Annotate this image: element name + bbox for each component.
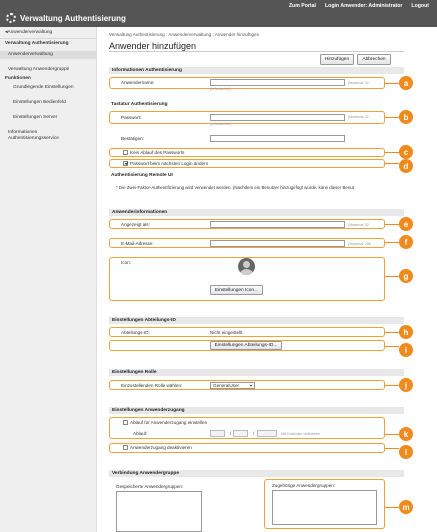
- logout-link[interactable]: Logout: [411, 3, 429, 9]
- section-auth-info: Informationen Authentisierung: [109, 67, 404, 74]
- callout-k: k: [399, 427, 413, 441]
- icon-settings-button[interactable]: Einstellungen Icon...: [210, 285, 263, 295]
- no-expiry-checkbox[interactable]: [123, 150, 128, 155]
- password-required: (erforderlich): [210, 122, 232, 126]
- department-id-label: Abteilungs-ID:: [121, 330, 150, 335]
- callout-i: i: [399, 343, 413, 357]
- divider: [0, 38, 97, 39]
- callout-f: f: [399, 235, 413, 249]
- icon-label: Icon:: [121, 260, 131, 265]
- top-bar: [0, 0, 437, 27]
- assigned-groups-label: Zugehörige Anwendergruppen:: [272, 483, 336, 488]
- cancel-button[interactable]: Abbrechen: [357, 54, 391, 65]
- change-password-checkbox[interactable]: [123, 161, 128, 166]
- email-label: E-Mail-Adresse:: [121, 241, 154, 246]
- callout-leader: [385, 117, 399, 118]
- section-user-info: Anwenderinformationen: [109, 209, 404, 216]
- expiry-year-input[interactable]: [210, 430, 225, 437]
- page-title: Anwender hinzufügen: [109, 41, 197, 51]
- callout-b: b: [399, 110, 413, 124]
- section-user-access: Einstellungen Anwenderzugang: [109, 407, 404, 414]
- username-required: (erforderlich): [210, 87, 232, 91]
- sidebar-heading: Verwaltung Authentisierung: [5, 41, 69, 46]
- assigned-groups-list[interactable]: [272, 490, 377, 525]
- saved-groups-list[interactable]: [116, 491, 202, 532]
- sidebar-item-panel-settings[interactable]: Einstellungen Bedienfeld: [13, 100, 66, 105]
- date-separator: /: [230, 431, 232, 436]
- section-department-id: Einstellungen Abteilungs-ID: [109, 317, 404, 324]
- username-label: Anwendername:: [121, 80, 155, 85]
- display-name-hint: (Maximal 32: [348, 223, 369, 227]
- callout-leader: [385, 332, 399, 333]
- password-hint: (Maximal 32: [348, 115, 369, 119]
- sidebar-back-link[interactable]: ◂Anwenderverwaltung: [5, 30, 53, 35]
- remote-ui-heading: Authentisierung Remote UI: [111, 173, 173, 178]
- two-factor-note: * Die Zwei-Faktor-Authentifizierung wird verwendet werden. (Nachdem ein Benutzer hinzugefügt wurde, kann dieser Benut: [116, 185, 354, 190]
- callout-e: e: [399, 217, 413, 231]
- role-select-value: GeneralUser: [213, 383, 240, 388]
- username-input[interactable]: [210, 79, 345, 86]
- password-label: Passwort:: [121, 115, 142, 120]
- app-title-text: Verwaltung Authentisierung: [20, 13, 126, 23]
- highlight-h: [109, 327, 385, 337]
- date-separator: /: [253, 431, 255, 436]
- breadcrumb: Verwaltung Authentisierung : Anwenderverwaltung : Anwender hinzufügen: [109, 32, 260, 37]
- gear-icon: [6, 13, 16, 23]
- sidebar-item-group-management[interactable]: Verwaltung Anwendergruppe: [8, 67, 70, 72]
- sidebar-item-server-settings[interactable]: Einstellungen Server: [13, 115, 58, 120]
- display-name-label: Angezeigt als:: [121, 222, 150, 227]
- display-name-input[interactable]: [210, 221, 345, 228]
- avatar-icon: [238, 258, 255, 275]
- callout-leader: [385, 385, 399, 386]
- access-expiry-checkbox[interactable]: [123, 420, 128, 425]
- sidebar: [0, 27, 97, 532]
- password-input[interactable]: [210, 114, 345, 121]
- calendar-link[interactable]: Mit Kalender definieren: [281, 432, 321, 436]
- expiry-day-input[interactable]: [257, 430, 277, 437]
- role-label: Einzustellenden Rolle wählen:: [121, 383, 183, 388]
- sidebar-features-heading: Funktionen: [5, 76, 31, 81]
- callout-a: a: [399, 76, 413, 90]
- add-button[interactable]: Hinzufügen: [320, 54, 354, 65]
- callout-leader: [385, 507, 399, 508]
- sidebar-item-user-management[interactable]: Anwenderverwaltung: [0, 51, 97, 59]
- callout-j: j: [399, 378, 413, 392]
- callout-leader: [385, 448, 399, 449]
- change-password-label: Passwort beim nächsten Login ändern: [130, 161, 209, 166]
- section-user-group: Verbindung Anwendergruppe: [109, 470, 404, 477]
- callout-leader: [385, 83, 399, 84]
- expiry-label: Ablauf:: [133, 431, 148, 436]
- email-input[interactable]: [210, 240, 345, 247]
- saved-groups-label: Gespeicherte Anwendergruppen:: [116, 484, 184, 489]
- sidebar-item-basic-settings[interactable]: Grundlegende Einstellungen: [13, 85, 74, 90]
- role-select[interactable]: [210, 382, 255, 389]
- callout-g: g: [399, 269, 413, 283]
- callout-leader: [385, 434, 399, 435]
- confirm-label: Bestätigen:: [121, 136, 144, 141]
- callout-leader: [385, 224, 399, 225]
- disable-access-label: Anwenderzugang deaktivieren: [130, 445, 192, 450]
- username-hint: (Maximal 32: [348, 81, 369, 85]
- no-expiry-label: Kein Ablauf des Passworts: [130, 150, 185, 155]
- access-expiry-label: Ablauf für Anwenderzugang einstellen: [130, 420, 208, 425]
- section-role: Einstellungen Rolle: [109, 369, 404, 376]
- confirm-password-input[interactable]: [210, 135, 345, 142]
- callout-h: h: [399, 325, 413, 339]
- callout-c: c: [399, 145, 413, 159]
- login-user-text: Login Anwender: Administrator: [324, 3, 403, 9]
- callout-m: m: [399, 500, 413, 514]
- callout-leader: [385, 346, 399, 347]
- email-hint: (Maximal 256: [348, 242, 371, 246]
- callout-l: l: [399, 445, 413, 459]
- app-title: [6, 13, 126, 23]
- chevron-down-icon: ▾: [249, 383, 252, 388]
- sidebar-item-auth-service-info[interactable]: Informationen Authentisierungsservice: [8, 130, 59, 141]
- department-id-settings-button[interactable]: Einstellungen Abteilungs-ID...: [210, 341, 282, 350]
- callout-leader: [385, 242, 399, 243]
- callout-d: d: [399, 159, 413, 173]
- department-id-value: Nicht eingestellt.: [210, 330, 244, 335]
- portal-link[interactable]: Zum Portal: [288, 3, 316, 9]
- main-content: [97, 27, 437, 532]
- callout-leader: [385, 276, 399, 277]
- expiry-month-input[interactable]: [233, 430, 248, 437]
- disable-access-checkbox[interactable]: [123, 445, 128, 450]
- top-links: [289, 3, 429, 9]
- callout-leader: [385, 152, 399, 153]
- callout-leader: [385, 163, 399, 164]
- divider: [109, 51, 404, 52]
- keyboard-auth-heading: Tastatur Authentisierung: [111, 102, 168, 107]
